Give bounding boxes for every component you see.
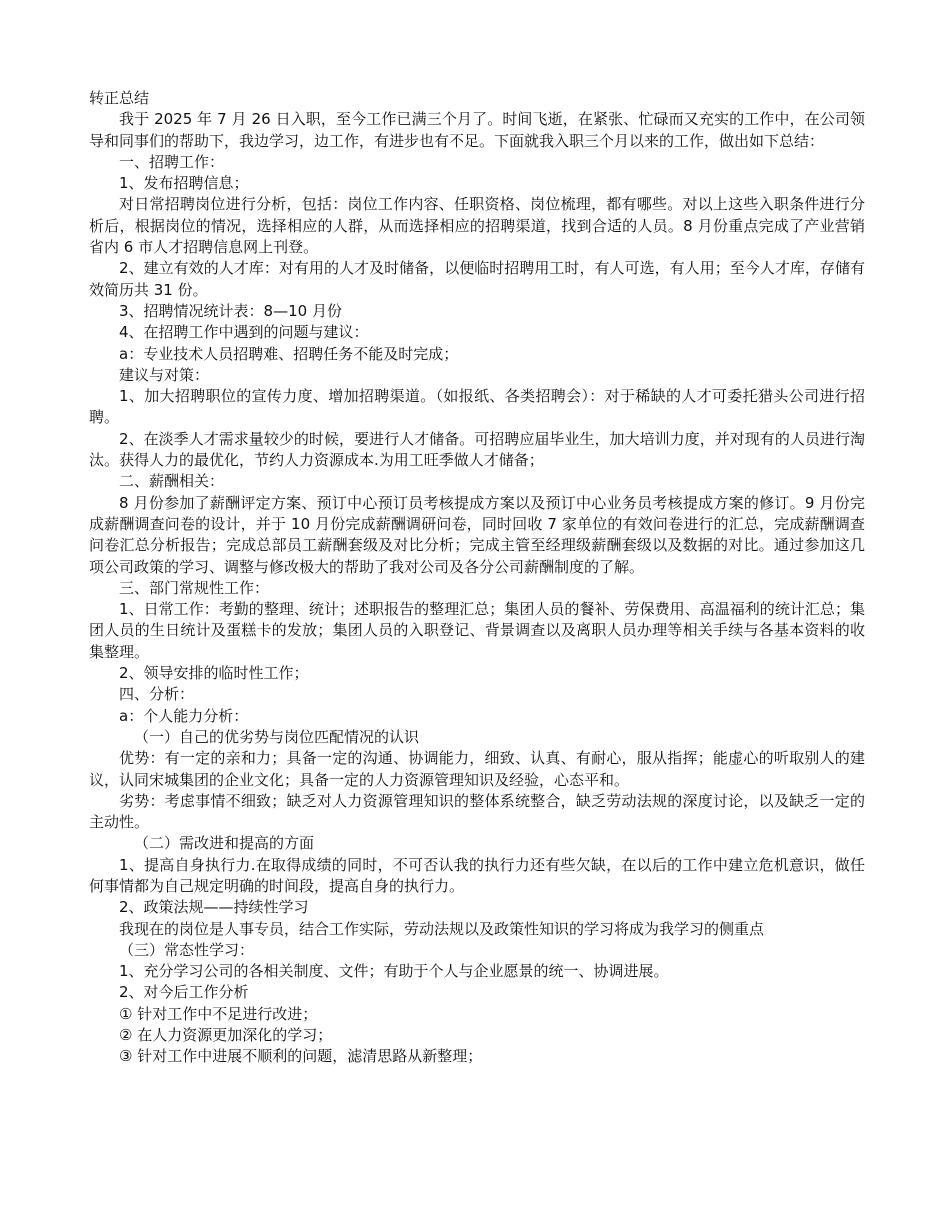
paragraph: 建议与对策： — [119, 365, 210, 384]
paragraph: ③ 针对工作中进展不顺利的问题，滤清思路从新整理； — [119, 1047, 483, 1066]
paragraph: a：专业技术人员招聘难、招聘任务不能及时完成； — [119, 344, 459, 363]
paragraph: 1、提高自身执行力.在取得成绩的同时，不可否认我的执行力还有些欠缺，在以后的工作中建立危机意识，做任何事情都为自己规定明确的时间段，提高自身的执行力。 — [89, 855, 865, 895]
paragraph: （一）自己的优劣势与岗位匹配情况的认识 — [134, 727, 420, 746]
paragraph: 1、发布招聘信息； — [119, 174, 249, 193]
paragraph: 1、加大招聘职位的宣传力度、增加招聘渠道。（如报纸、各类招聘会）：对于稀缺的人才可委托猎头公司进行招聘。 — [89, 387, 865, 427]
paragraph: ② 在人力资源更加深化的学习； — [119, 1026, 333, 1045]
paragraph: 4、在招聘工作中遇到的问题与建议： — [119, 323, 369, 342]
paragraph: 1、充分学习公司的各相关制度、文件；有助于个人与企业愿景的统一、协调进展。 — [119, 962, 669, 981]
document-body — [89, 88, 865, 1068]
paragraph: 2、领导安排的临时性工作； — [119, 664, 309, 683]
paragraph: 1、日常工作：考勤的整理、统计；述职报告的整理汇总；集团人员的餐补、劳保费用、高温福利的统计汇总；集团人员的生日统计及蛋糕卡的发放；集团人员的入职登记、背景调查以及离职人员办理等相关手续与各基本资料的收集整理。 — [89, 600, 865, 661]
paragraph: 2、在淡季人才需求量较少的时候，要进行人才储备。可招聘应届毕业生，加大培训力度，并对现有的人员进行淘汰。获得人力的最优化，节约人力资源成本.为用工旺季做人才储备； — [89, 429, 865, 470]
paragraph: 我于 2025 年 7 月 26 日入职，至今工作已满三个月了。时间飞逝，在紧张、忙碌而又充实的工作中，在公司领导和同事们的帮助下，我边学习，边工作，有进步也有不足。下面就我入职三个月以来的工作，做出如下总结： — [89, 110, 865, 150]
paragraph: （二）需改进和提高的方面 — [134, 834, 315, 853]
document-title: 转正总结 — [89, 89, 150, 107]
paragraph: ① 针对工作中不足进行改进； — [119, 1004, 318, 1023]
paragraph: 二、薪酬相关： — [119, 472, 225, 491]
paragraph: a：个人能力分析： — [119, 706, 249, 725]
paragraph-list — [89, 109, 865, 1067]
paragraph: 8 月份参加了薪酬评定方案、预订中心预订员考核提成方案以及预订中心业务员考核提成方案的修订。9 月份完成薪酬调查问卷的设计，并于 10 月份完成薪酬调研问卷，同时回收 7 家单位的有效问卷进行的汇总，完成薪酬调查问卷汇总分析报告；完成总部员工薪酬套级及对比分析；完成主管至经理级薪酬套级以及数据的对比。通过参加这几项公司政策的学习、调整与修改极大的帮助了我对公司及各分公司薪酬制度的了解。 — [89, 493, 865, 576]
paragraph: 三、部门常规性工作： — [119, 578, 270, 597]
paragraph: 2、对今后工作分析 — [119, 983, 249, 1002]
paragraph: 优势：有一定的亲和力；具备一定的沟通、协调能力，细致、认真、有耐心，服从指挥；能虚心的听取别人的建议，认同宋城集团的企业文化；具备一定的人力资源管理知识及经验，心态平和。 — [89, 749, 865, 789]
paragraph: 我现在的岗位是人事专员，结合工作实际，劳动法规以及政策性知识的学习将成为我学习的侧重点 — [119, 919, 765, 938]
paragraph: 对日常招聘岗位进行分析，包括：岗位工作内容、任职资格、岗位梳理，都有哪些。对以上这些入职条件进行分析后，根据岗位的情况，选择相应的人群，从而选择相应的招聘渠道，找到合适的人员。8 月份重点完成了产业营销省内 6 市人才招聘信息网上刊登。 — [89, 195, 865, 257]
paragraph: 劣势：考虑事情不细致；缺乏对人力资源管理知识的整体系统整合，缺乏劳动法规的深度讨论，以及缺乏一定的主动性。 — [89, 791, 865, 832]
paragraph: 3、招聘情况统计表：8—10 月份 — [119, 301, 342, 320]
paragraph: （三）常态性学习： — [119, 940, 255, 959]
paragraph: 2、建立有效的人才库：对有用的人才及时储备，以便临时招聘用工时，有人可选，有人用；至今人才库，存储有效简历共 31 份。 — [89, 259, 865, 299]
paragraph: 四、分析： — [119, 685, 195, 704]
paragraph: 2、政策法规——持续性学习 — [119, 898, 309, 917]
paragraph: 一、招聘工作： — [119, 152, 225, 171]
